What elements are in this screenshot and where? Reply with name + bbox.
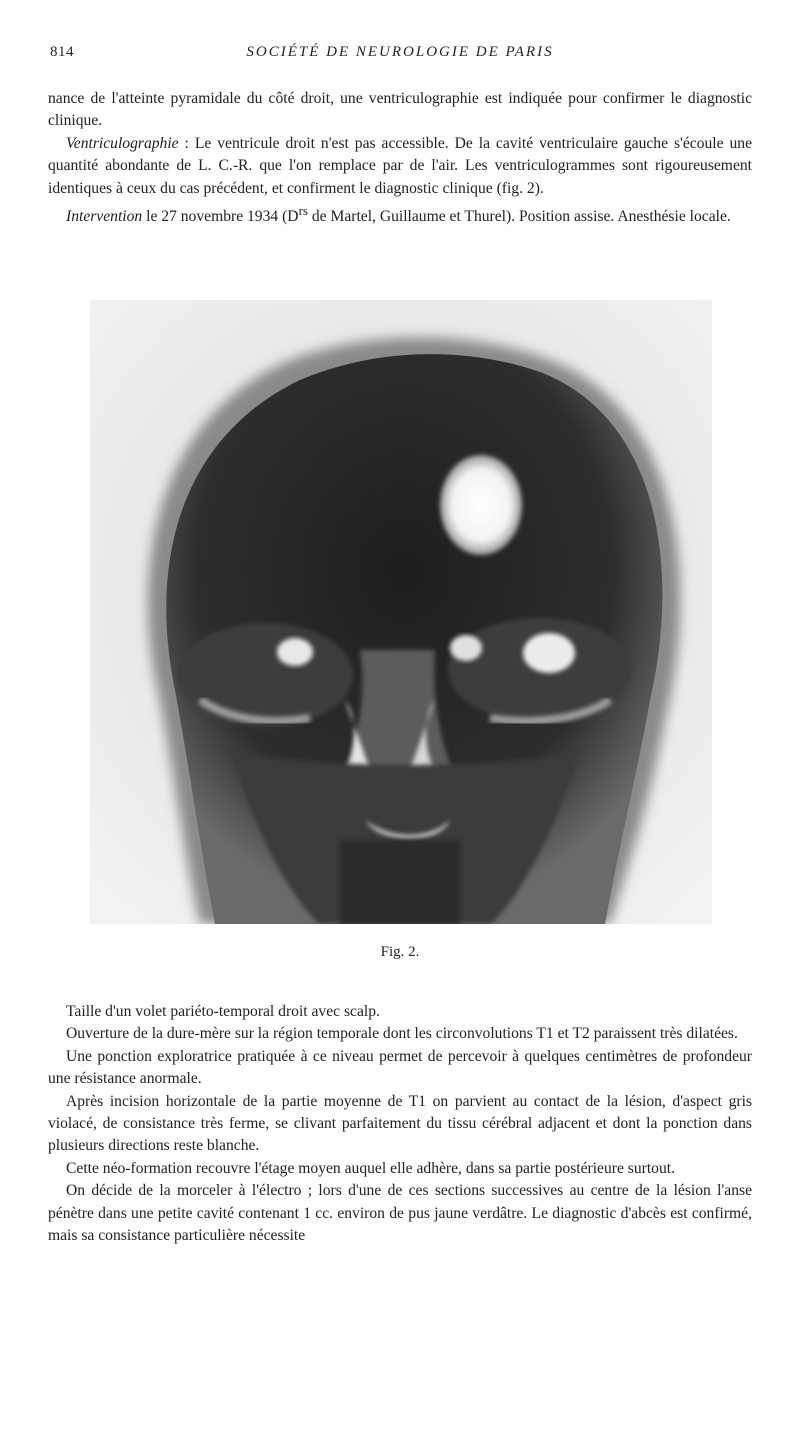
paragraph-label: Intervention: [66, 208, 143, 226]
skull-xray-image: [90, 300, 712, 924]
running-head: [50, 44, 750, 66]
xray-figure: [90, 300, 712, 924]
text-block-top: [48, 88, 752, 229]
paragraph-text: : Le ventricule droit n'est pas accessible. De la cavité ventriculaire gauche s'écoule une quantité abondante de L. C.-R. que l'on remplace par de l'air. Les ventriculogrammes sont rigoureusement identiques à ceux du cas précédent, et confirment le diagnostic clinique (fig. 2).: [48, 134, 752, 197]
journal-title: SOCIÉTÉ DE NEUROLOGIE DE PARIS: [246, 44, 554, 60]
paragraph-text: le 27 novembre 1934 (D: [142, 208, 299, 226]
paragraph-text: de Martel, Guillaume et Thurel). Position assise. Anesthésie locale.: [307, 208, 731, 226]
paragraph: Ouverture de la dure-mère sur la région temporale dont les circonvolutions T1 et T2 paraissent très dilatées.: [66, 1025, 738, 1043]
paragraph: nance de l'atteinte pyramidale du côté droit, une ventriculographie est indiquée pour confirmer le diagnostic clinique.: [48, 90, 752, 130]
paragraph: Une ponction exploratrice pratiquée à ce niveau permet de percevoir à quelques centimètres de profondeur une résistance anormale.: [48, 1047, 752, 1088]
paragraph-label: Ventriculographie: [66, 134, 179, 152]
text-block-bottom: [48, 1001, 752, 1247]
figure-caption: Fig. 2.: [380, 944, 420, 960]
paragraph: [48, 133, 752, 200]
paragraph: Après incision horizontale de la partie moyenne de T1 on parvient au contact de la lésion, d'aspect gris violacé, de consistance très ferme, se clivant parfaitement du tissu cérébral adjacent et dont la ponction dans plusieurs directions reste blanche.: [48, 1092, 752, 1155]
paragraph: Cette néo-formation recouvre l'étage moyen auquel elle adhère, dans sa partie postérieure surtout.: [66, 1159, 675, 1177]
superscript: rs: [298, 203, 308, 219]
paragraph: [48, 200, 752, 229]
paragraph: Taille d'un volet pariéto-temporal droit avec scalp.: [66, 1003, 380, 1020]
paragraph: On décide de la morceler à l'électro ; lors d'une de ces sections successives au centre de la lésion l'anse pénètre dans une petite cavité contenant 1 cc. environ de pus jaune verdâtre. Le diagnostic d'abcès est confirmé, mais sa consistance particulière nécessite: [48, 1182, 752, 1245]
page-number: 814: [50, 44, 74, 60]
